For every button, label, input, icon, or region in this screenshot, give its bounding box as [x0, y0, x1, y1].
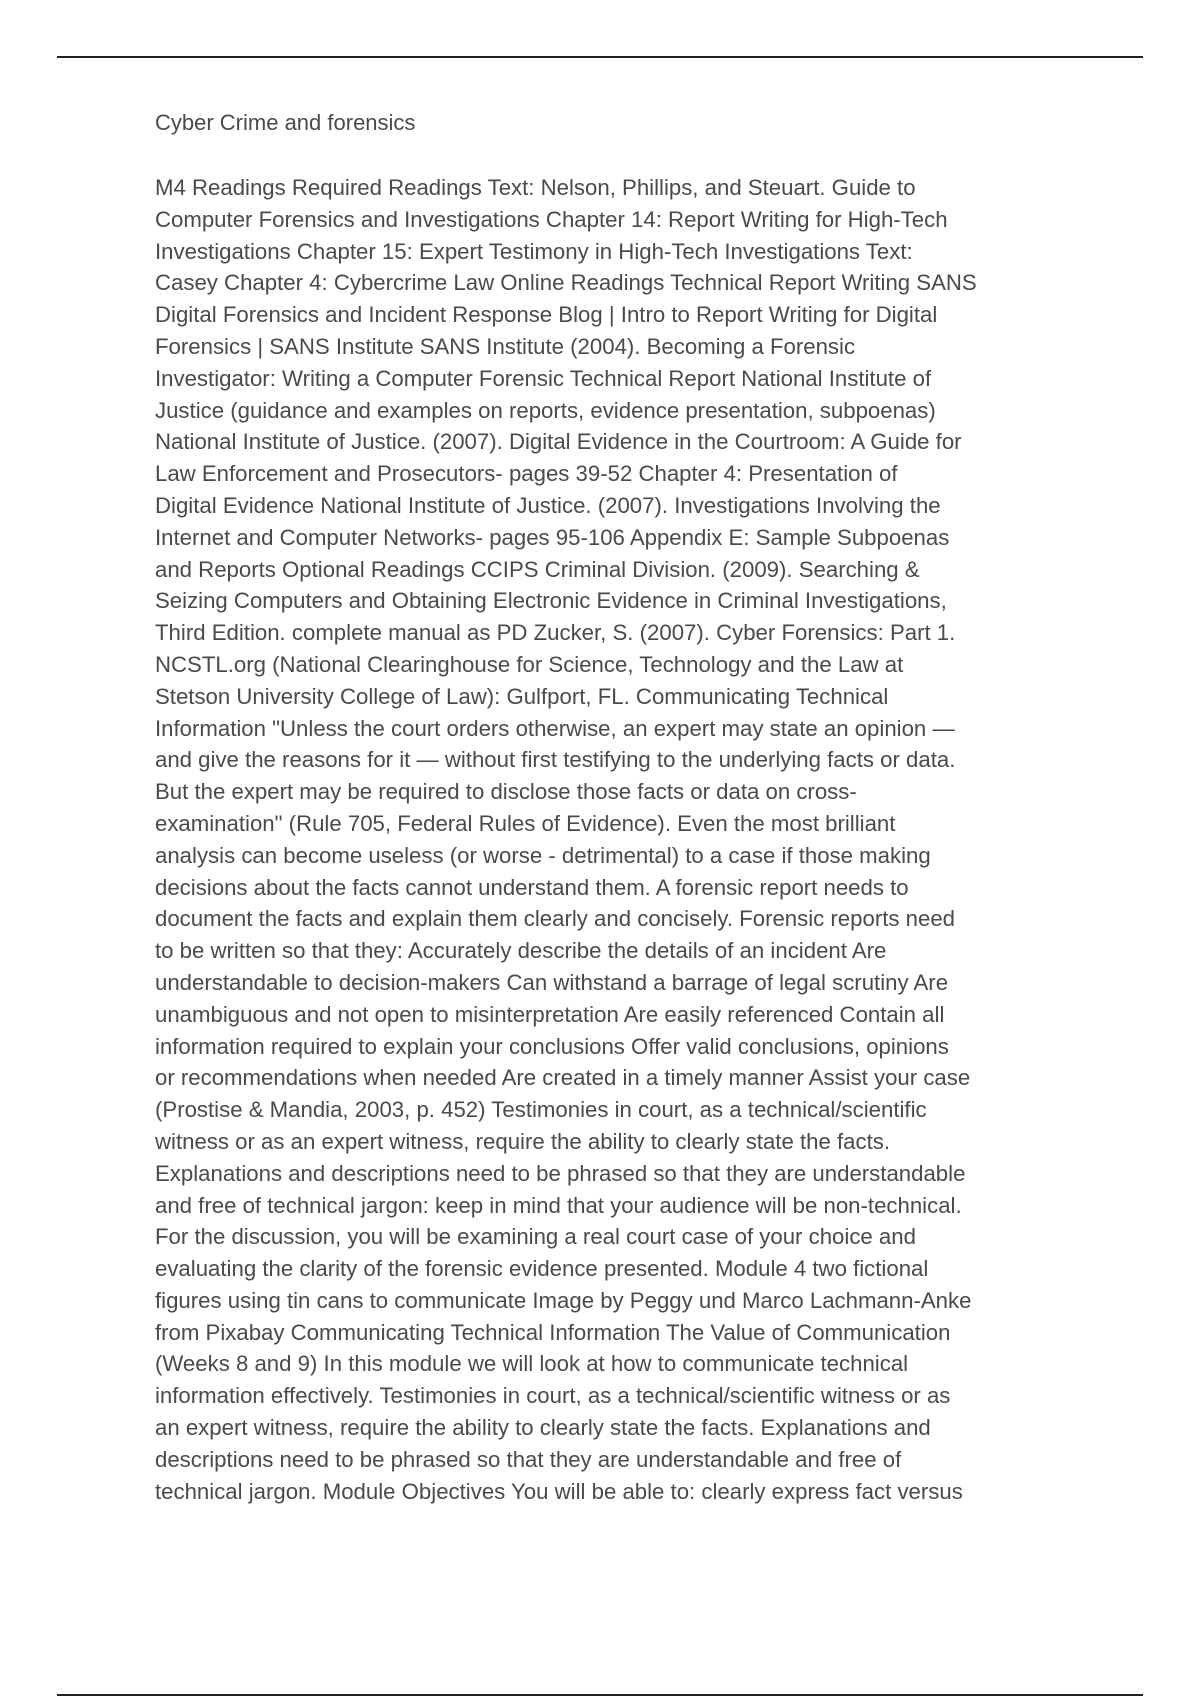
body-line: Internet and Computer Networks- pages 95-106 Appendix E: Sample Subpoenas: [155, 524, 950, 550]
body-line: and give the reasons for it — without first testifying to the underlying facts or data.: [155, 747, 956, 773]
body-line: But the expert may be required to disclose those facts or data on cross-: [155, 779, 857, 805]
body-line: Third Edition. complete manual as PD Zucker, S. (2007). Cyber Forensics: Part 1.: [155, 620, 956, 646]
body-line: Seizing Computers and Obtaining Electronic Evidence in Criminal Investigations,: [155, 588, 947, 614]
body-line: Forensics | SANS Institute SANS Institute (2004). Becoming a Forensic: [155, 333, 856, 359]
body-line: Information "Unless the court orders otherwise, an expert may state an opinion —: [155, 715, 955, 741]
body-line: information required to explain your conclusions Offer valid conclusions, opinions: [155, 1033, 949, 1059]
body-line: Digital Forensics and Incident Response Blog | Intro to Report Writing for Digital: [155, 302, 938, 328]
body-line: Investigator: Writing a Computer Forensic Technical Report National Institute of: [155, 365, 932, 391]
body-line: from Pixabay Communicating Technical Information The Value of Communication: [155, 1319, 951, 1345]
body-line: descriptions need to be phrased so that they are understandable and free of: [155, 1446, 902, 1472]
body-line: and Reports Optional Readings CCIPS Criminal Division. (2009). Searching &: [155, 556, 920, 582]
body-line: Stetson University College of Law): Gulfport, FL. Communicating Technical: [155, 683, 889, 709]
body-line: NCSTL.org (National Clearinghouse for Science, Technology and the Law at: [155, 651, 904, 677]
body-line: (Prostise & Mandia, 2003, p. 452) Testimonies in court, as a technical/scientific: [155, 1097, 927, 1123]
body-line: to be written so that they: Accurately describe the details of an incident Are: [155, 938, 887, 964]
body-line: (Weeks 8 and 9) In this module we will look at how to communicate technical: [155, 1351, 909, 1377]
body-line: National Institute of Justice. (2007). Digital Evidence in the Courtroom: A Guide for: [155, 429, 962, 455]
body-line: understandable to decision-makers Can withstand a barrage of legal scrutiny Are: [155, 969, 949, 995]
body-line: document the facts and explain them clearly and concisely. Forensic reports need: [155, 906, 955, 932]
top-divider: [57, 56, 1143, 58]
body-line: Computer Forensics and Investigations Chapter 14: Report Writing for High-Tech: [155, 206, 948, 232]
body-line: figures using tin cans to communicate Image by Peggy und Marco Lachmann-Anke: [155, 1287, 972, 1313]
body-line: evaluating the clarity of the forensic evidence presented. Module 4 two fictional: [155, 1256, 929, 1282]
body-line: Casey Chapter 4: Cybercrime Law Online Readings Technical Report Writing SANS: [155, 270, 977, 296]
body-line: witness or as an expert witness, require the ability to clearly state the facts.: [155, 1128, 890, 1154]
body-line: information effectively. Testimonies in court, as a technical/scientific witness or as: [155, 1383, 951, 1409]
body-line: analysis can become useless (or worse - detrimental) to a case if those making: [155, 842, 931, 868]
body-line: Digital Evidence National Institute of Justice. (2007). Investigations Involving the: [155, 492, 941, 518]
document-body: [155, 172, 977, 1507]
body-line: Law Enforcement and Prosecutors- pages 39-52 Chapter 4: Presentation of: [155, 461, 898, 487]
body-line: M4 Readings Required Readings Text: Nelson, Phillips, and Steuart. Guide to: [155, 175, 916, 200]
body-line: Investigations Chapter 15: Expert Testimony in High-Tech Investigations Text:: [155, 238, 913, 264]
body-line: unambiguous and not open to misinterpretation Are easily referenced Contain all: [155, 1001, 945, 1027]
body-line: Explanations and descriptions need to be phrased so that they are understandable: [155, 1160, 966, 1186]
body-line: an expert witness, require the ability to clearly state the facts. Explanations and: [155, 1415, 931, 1441]
bottom-divider: [57, 1694, 1143, 1696]
body-line: examination" (Rule 705, Federal Rules of Evidence). Even the most brilliant: [155, 810, 896, 836]
body-line: technical jargon. Module Objectives You will be able to: clearly express fact versus: [155, 1478, 963, 1504]
body-line: For the discussion, you will be examining a real court case of your choice and: [155, 1224, 916, 1250]
body-line: decisions about the facts cannot understand them. A forensic report needs to: [155, 874, 909, 900]
body-line: and free of technical jargon: keep in mind that your audience will be non-technical.: [155, 1192, 962, 1218]
body-line: Justice (guidance and examples on reports, evidence presentation, subpoenas): [155, 397, 936, 423]
page-title: Cyber Crime and forensics: [155, 110, 416, 135]
body-line: or recommendations when needed Are created in a timely manner Assist your case: [155, 1065, 971, 1091]
